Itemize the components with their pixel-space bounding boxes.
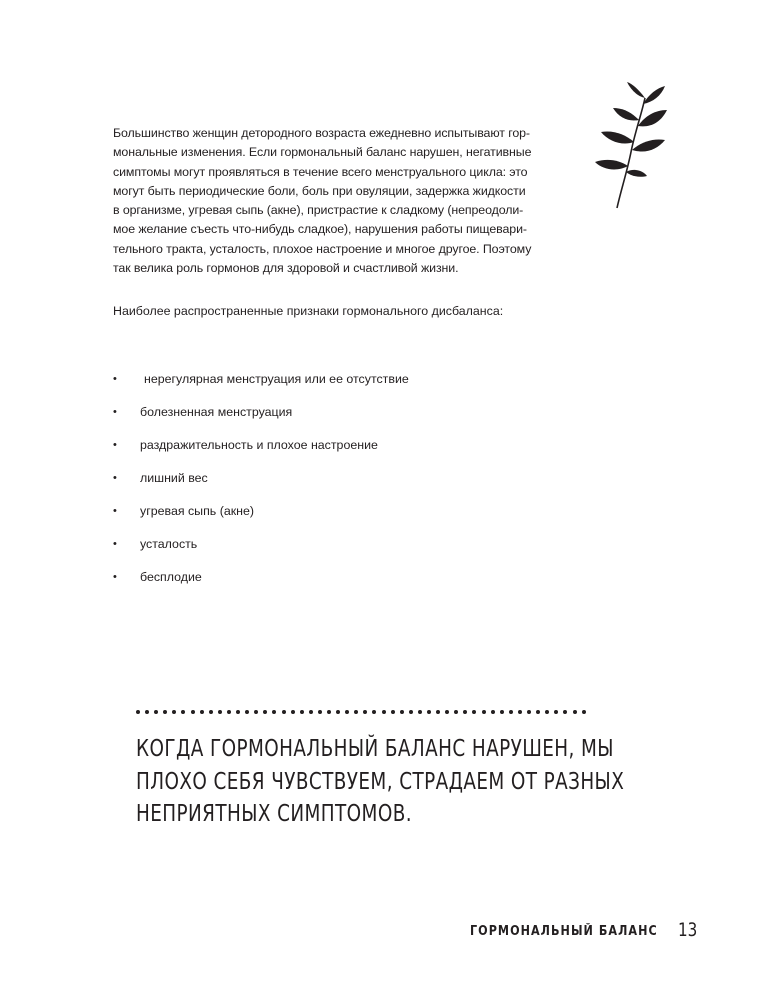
divider-dot — [454, 710, 458, 714]
divider-dot — [563, 710, 567, 714]
divider-dot — [573, 710, 577, 714]
list-item-text: усталость — [140, 537, 198, 551]
list-item-text: угревая сыпь (акне) — [140, 504, 254, 518]
divider-dot — [400, 710, 404, 714]
divider-dot — [491, 710, 495, 714]
divider-dot — [291, 710, 295, 714]
bullet-icon: • — [113, 505, 117, 517]
paragraph-line: тельного тракта, усталость, плохое настроение и многое другое. Поэтому — [113, 241, 532, 256]
dotted-divider — [136, 710, 586, 714]
bullet-icon: • — [113, 538, 117, 550]
pull-quote — [136, 733, 625, 831]
divider-dot — [318, 710, 322, 714]
list-item-text: бесплодие — [140, 570, 202, 584]
paragraph-line: Большинство женщин детородного возраста ежедневно испытывают гор- — [113, 126, 530, 140]
divider-dot — [181, 710, 185, 714]
divider-dot — [345, 710, 349, 714]
divider-dot — [509, 710, 513, 714]
paragraph-line: так велика роль гормонов для здоровой и счастливой жизни. — [113, 261, 459, 276]
divider-dot — [282, 710, 286, 714]
divider-dot — [582, 710, 586, 714]
paragraph-line: мое желание съесть что-нибудь сладкое), нарушения работы пищевари- — [113, 222, 527, 237]
page-number: 13 — [678, 919, 698, 941]
divider-dot — [382, 710, 386, 714]
divider-dot — [172, 710, 176, 714]
divider-dot — [145, 710, 149, 714]
divider-dot — [191, 710, 195, 714]
divider-dot — [272, 710, 276, 714]
list-item-text: нерегулярная менструация или ее отсутствие — [144, 372, 409, 386]
bullet-icon: • — [113, 472, 117, 484]
divider-dot — [391, 710, 395, 714]
divider-dot — [500, 710, 504, 714]
divider-dot — [263, 710, 267, 714]
running-title: ГОРМОНАЛЬНЫЙ БАЛАНС — [470, 924, 658, 939]
divider-dot — [545, 710, 549, 714]
bullet-icon: • — [113, 571, 117, 583]
divider-dot — [472, 710, 476, 714]
divider-dot — [254, 710, 258, 714]
divider-dot — [236, 710, 240, 714]
pull-quote-line: ПЛОХО СЕБЯ ЧУВСТВУЕМ, СТРАДАЕМ ОТ РАЗНЫХ — [136, 768, 625, 795]
divider-dot — [309, 710, 313, 714]
bullet-icon: • — [113, 439, 117, 451]
divider-dot — [354, 710, 358, 714]
divider-dot — [200, 710, 204, 714]
divider-dot — [227, 710, 231, 714]
divider-dot — [536, 710, 540, 714]
pull-quote-line: НЕПРИЯТНЫХ СИМПТОМОВ. — [136, 801, 412, 827]
bullet-icon: • — [113, 406, 117, 418]
divider-dot — [482, 710, 486, 714]
list-item-text: лишний вес — [140, 471, 208, 485]
divider-dot — [136, 710, 140, 714]
divider-dot — [445, 710, 449, 714]
divider-dot — [363, 710, 367, 714]
divider-dot — [427, 710, 431, 714]
divider-dot — [554, 710, 558, 714]
paragraph-line: могут быть периодические боли, боль при овуляции, задержка жидкости — [113, 183, 526, 198]
divider-dot — [209, 710, 213, 714]
divider-dot — [527, 710, 531, 714]
paragraph-line: мональные изменения. Если гормональный баланс нарушен, негативные — [113, 145, 532, 160]
divider-dot — [336, 710, 340, 714]
divider-dot — [327, 710, 331, 714]
list-intro: Наиболее распространенные признаки гормонального дисбаланса: — [113, 304, 504, 318]
divider-dot — [463, 710, 467, 714]
divider-dot — [418, 710, 422, 714]
paragraph-line: симптомы могут проявляться в течение всего менструального цикла: это — [113, 164, 528, 179]
divider-dot — [300, 710, 304, 714]
body-paragraph — [113, 124, 573, 278]
divider-dot — [518, 710, 522, 714]
bullet-icon: • — [113, 373, 117, 385]
divider-dot — [154, 710, 158, 714]
paragraph-line: в организме, угревая сыпь (акне), пристрастие к сладкому (непреодоли- — [113, 203, 524, 218]
divider-dot — [372, 710, 376, 714]
divider-dot — [163, 710, 167, 714]
divider-dot — [245, 710, 249, 714]
divider-dot — [409, 710, 413, 714]
divider-dot — [218, 710, 222, 714]
leaf-branch-icon — [583, 80, 673, 210]
pull-quote-line: КОГДА ГОРМОНАЛЬНЫЙ БАЛАНС НАРУШЕН, МЫ — [136, 736, 614, 762]
list-item-text: раздражительность и плохое настроение — [140, 438, 378, 452]
divider-dot — [436, 710, 440, 714]
list-item-text: болезненная менструация — [140, 405, 293, 419]
